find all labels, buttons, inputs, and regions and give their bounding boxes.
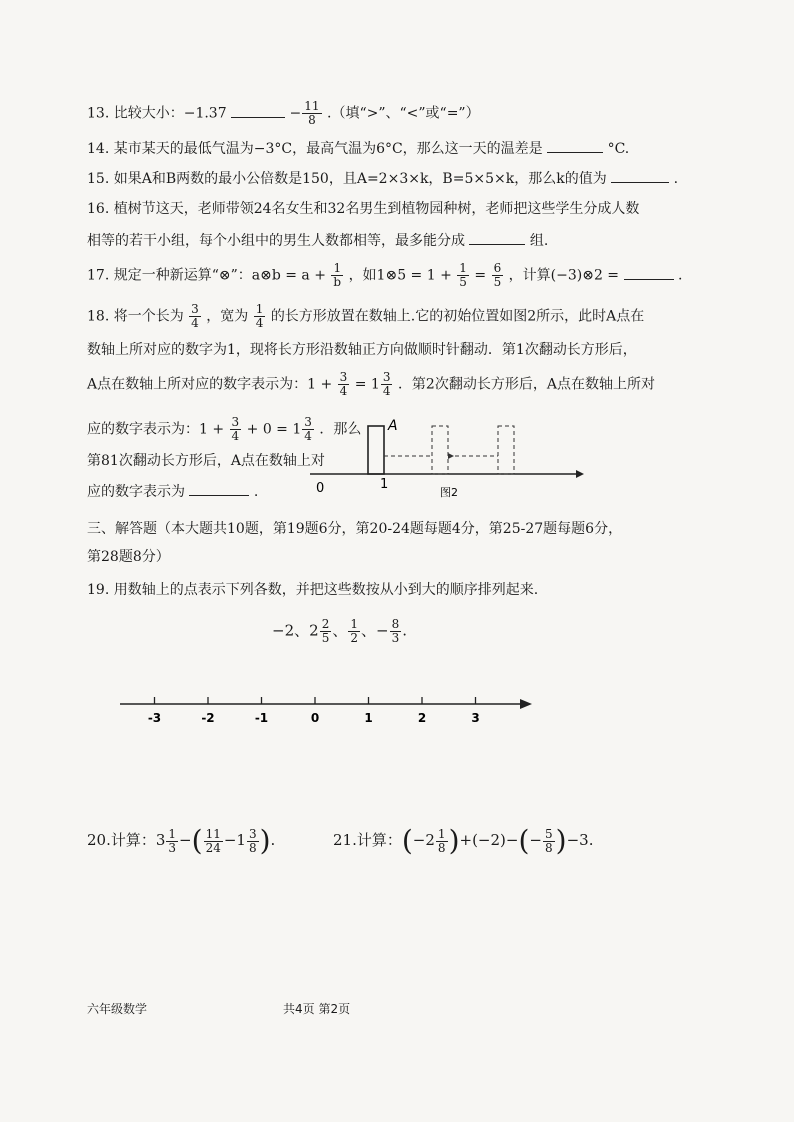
section-3-header-line1 (87, 519, 622, 539)
question-17 (87, 262, 682, 289)
footer-page-number: 共4页 第2页 (283, 1002, 351, 1016)
q19-number-2-2over5 (320, 618, 332, 645)
q21-paren-a-open: ( (401, 824, 413, 857)
q19-n2-int: 2 (309, 621, 319, 640)
section3-l2: 第28题8分） (87, 549, 170, 565)
q20-m-den: 3 (168, 840, 177, 855)
q15-text: 15. 如果A和B两数的最小公倍数是150，且A=2×3×k，B=5×5×k，那么k的值为 (87, 171, 607, 187)
q21-frac-5over8 (543, 828, 555, 855)
q18-l3-mixed-frac (381, 371, 393, 398)
q19-ticks-group (148, 697, 480, 725)
q20-minus: − (179, 831, 192, 849)
q21-c-sign: − (529, 831, 542, 849)
q19-n4-sign: − (376, 621, 389, 640)
q19-tick-label--3: -3 (147, 711, 162, 725)
question-16-line1 (87, 199, 639, 219)
q19-tick-label-0: 0 (310, 711, 320, 725)
q18-l3-f-num: 3 (339, 370, 348, 384)
fig2-initial-rectangle (368, 426, 384, 474)
q18-l1-b: ，宽为 (206, 308, 249, 325)
q21-a-num: 1 (437, 826, 446, 841)
q15-end: . (673, 171, 679, 187)
q17-frac-1-over-5 (457, 262, 469, 289)
q20-left-paren: ( (191, 824, 203, 857)
footer-subject: 六年级数学 (87, 1002, 148, 1016)
q19-end: . (402, 621, 407, 640)
q18-l3-b: = 1 (354, 376, 380, 393)
q13-fraction (302, 100, 321, 127)
q18-l1-c: 的长方形放置在数轴上.它的初始位置如图2所示，此时A点在 (270, 308, 645, 325)
q20-f-num: 11 (205, 826, 221, 841)
q21-end: −3. (566, 831, 594, 849)
q19-number-1over2 (348, 618, 360, 645)
q13-instruction: .（填“>”、“<”或“=”） (327, 105, 480, 122)
fig2-small-arrow (448, 453, 454, 459)
fig2-arrow-head (576, 470, 584, 478)
question-13 (87, 100, 480, 127)
q18-l3-m-num: 3 (382, 370, 391, 384)
q17-equals: = (474, 267, 487, 284)
q13-neg-sign: − (289, 105, 302, 122)
question-14 (87, 138, 629, 159)
q18-l1-a: 18. 将一个长为 (87, 308, 184, 325)
q16-unit: 组. (529, 233, 549, 249)
q19-n2-num: 2 (321, 617, 330, 631)
question-18-line1 (87, 303, 644, 330)
q19-number-neg8over3 (390, 618, 402, 645)
q21-c-num: 5 (545, 826, 553, 841)
q14-unit: °C. (607, 141, 630, 157)
figure-2-rectangle-flip-diagram (300, 408, 590, 503)
q18-l1-f1-den: 4 (191, 316, 199, 330)
q17-f3-num: 6 (493, 261, 502, 275)
q20-int: 3 (155, 831, 166, 849)
q15-answer-blank[interactable] (611, 168, 669, 183)
q18-l3-m-den: 4 (382, 384, 391, 398)
fig2-flipped-rectangle-3 (498, 426, 514, 474)
fig2-label-one: 1 (380, 477, 389, 492)
q17-f1-den: b (333, 275, 342, 289)
question-18-line6 (87, 481, 258, 502)
q13-frac-den: 8 (308, 113, 316, 127)
q16-answer-blank[interactable] (469, 230, 525, 245)
q18-l3-f-den: 4 (339, 384, 348, 398)
q19-number-neg2: −2 (272, 621, 295, 640)
q16-text-line2: 相等的若干小组，每个小组中的男生人数都相等，最多能分成 (87, 233, 465, 249)
q16-text-line1: 16. 植树节这天，老师带领24名女生和32名男生到植物园种树，老师把这些学生分成人数 (87, 201, 640, 217)
q19-tick-label-3: 3 (471, 711, 480, 725)
q19-n4-den: 3 (391, 631, 400, 645)
q21-minus: − (505, 831, 519, 849)
q19-n4-num: 8 (391, 617, 400, 631)
q21-plus: + (459, 831, 473, 849)
q13-frac-num: 11 (304, 99, 320, 113)
q21-c-den: 8 (545, 840, 553, 855)
section3-l1: 三、解答题（本大题共10题，第19题6分，第20-24题每题4分，第25-27题每题6分， (87, 521, 623, 537)
question-20 (87, 824, 275, 856)
q17-f1-num: 1 (331, 262, 343, 276)
fig2-caption: 图2 (440, 486, 458, 499)
q18-l5: 第81次翻动长方形后，A点在数轴上对 (87, 453, 325, 469)
q19-tick-label--1: -1 (254, 711, 269, 725)
q19-sep2: 、 (332, 621, 348, 640)
q19-tick-label--2: -2 (201, 711, 215, 725)
q21-label: 21.计算： (333, 831, 402, 849)
question-18-line5 (87, 451, 325, 471)
q18-l4-f-num: 3 (231, 415, 240, 429)
q20-right-paren: ) (259, 824, 271, 857)
q19-sep1: 、 (294, 621, 310, 640)
q18-l2: 数轴上所对应的数字为1，现将长方形沿数轴正方向做顺时针翻动．第1次翻动长方形后， (87, 342, 637, 358)
question-21 (333, 824, 593, 856)
q21-paren-c-close: ) (555, 824, 567, 857)
question-16-line2 (87, 230, 548, 251)
q17-end: . (677, 267, 683, 284)
q19-axis-arrow (520, 699, 532, 709)
q20-m2-num: 3 (248, 826, 257, 841)
q21-b: (−2) (472, 831, 506, 849)
q13-text: 13. 比较大小：−1.37 (87, 105, 227, 122)
q18-l4-m-num: 3 (304, 415, 312, 429)
q20-mixed-3-1over3 (166, 828, 178, 855)
q20-frac-11over24 (204, 828, 223, 855)
q19-number-line (110, 690, 540, 726)
q18-l4-m-den: 4 (304, 429, 312, 443)
q17-f3-den: 5 (493, 275, 502, 289)
q18-l4-a: 应的数字表示为：1 + (87, 421, 225, 438)
q20-label: 20.计算： (87, 831, 156, 849)
q17-compute: ，计算(−3)⊗2 = (508, 267, 620, 284)
q21-paren-c-open: ( (518, 824, 530, 857)
q17-f2-num: 1 (459, 261, 467, 275)
q17-frac-1-over-b (331, 262, 343, 289)
q19-sep3: 、 (360, 621, 376, 640)
q20-m2-den: 8 (248, 840, 257, 855)
fig2-label-zero: 0 (316, 481, 325, 496)
q18-answer-blank[interactable] (189, 481, 249, 496)
q19-numbers (272, 618, 407, 645)
q20-mixed-1-3over8 (247, 828, 259, 855)
q18-l4-fraction (230, 416, 242, 443)
q21-mixed-neg2-1over8 (436, 828, 448, 855)
question-15 (87, 168, 678, 189)
fig2-flipped-rectangle-2 (432, 426, 448, 474)
q21-paren-a-close: ) (448, 824, 460, 857)
q18-l3-a: A点在数轴上所对应的数字表示为：1 + (87, 376, 333, 393)
q18-l1-f1-num: 3 (191, 302, 199, 316)
q17-definition: 17. 规定一种新运算“⊗”：a⊗b = a + (87, 267, 326, 284)
q18-width-fraction (254, 303, 266, 330)
q17-f2-den: 5 (459, 275, 467, 289)
q17-answer-blank[interactable] (624, 265, 674, 280)
q18-l4-c: ．那么 (319, 421, 362, 438)
q18-l1-f2-den: 4 (255, 316, 264, 330)
q20-m-num: 1 (168, 826, 177, 841)
q17-frac-6-over-5 (492, 262, 504, 289)
question-18-line3 (87, 371, 655, 398)
section-3-header-line2 (87, 547, 170, 567)
q20-end: . (270, 831, 276, 849)
q18-length-fraction (189, 303, 201, 330)
q19-n3-num: 1 (350, 617, 358, 631)
q14-answer-blank[interactable] (547, 138, 603, 153)
q19-n3-den: 2 (350, 631, 358, 645)
fig2-label-A: A (388, 418, 398, 434)
q21-a-sign: −2 (412, 831, 435, 849)
q13-answer-blank[interactable] (231, 103, 285, 118)
q14-text: 14. 某市某天的最低气温为−3°C，最高气温为6°C，那么这一天的温差是 (87, 141, 543, 157)
q18-l4-f-den: 4 (231, 429, 240, 443)
q20-f-den: 24 (205, 840, 221, 855)
q18-l4-b: + 0 = 1 (246, 421, 302, 438)
q18-l3-fraction (338, 371, 350, 398)
q19-n2-den: 5 (321, 631, 330, 645)
q18-l6-end: . (253, 484, 259, 500)
q18-l6-a: 应的数字表示为 (87, 484, 185, 500)
q21-a-den: 8 (437, 840, 446, 855)
q18-l3-c: ．第2次翻动长方形后，A点在数轴上所对 (397, 376, 655, 393)
question-19 (87, 580, 538, 600)
q19-tick-label-2: 2 (417, 711, 427, 725)
q17-example: ，如1⊗5 = 1 + (348, 267, 452, 284)
q18-l1-f2-num: 1 (255, 302, 264, 316)
q19-tick-label-1: 1 (364, 711, 373, 725)
q19-text: 19. 用数轴上的点表示下列各数，并把这些数按从小到大的顺序排列起来. (87, 582, 539, 598)
question-18-line2 (87, 340, 637, 360)
q20-minus2: −1 (223, 831, 246, 849)
